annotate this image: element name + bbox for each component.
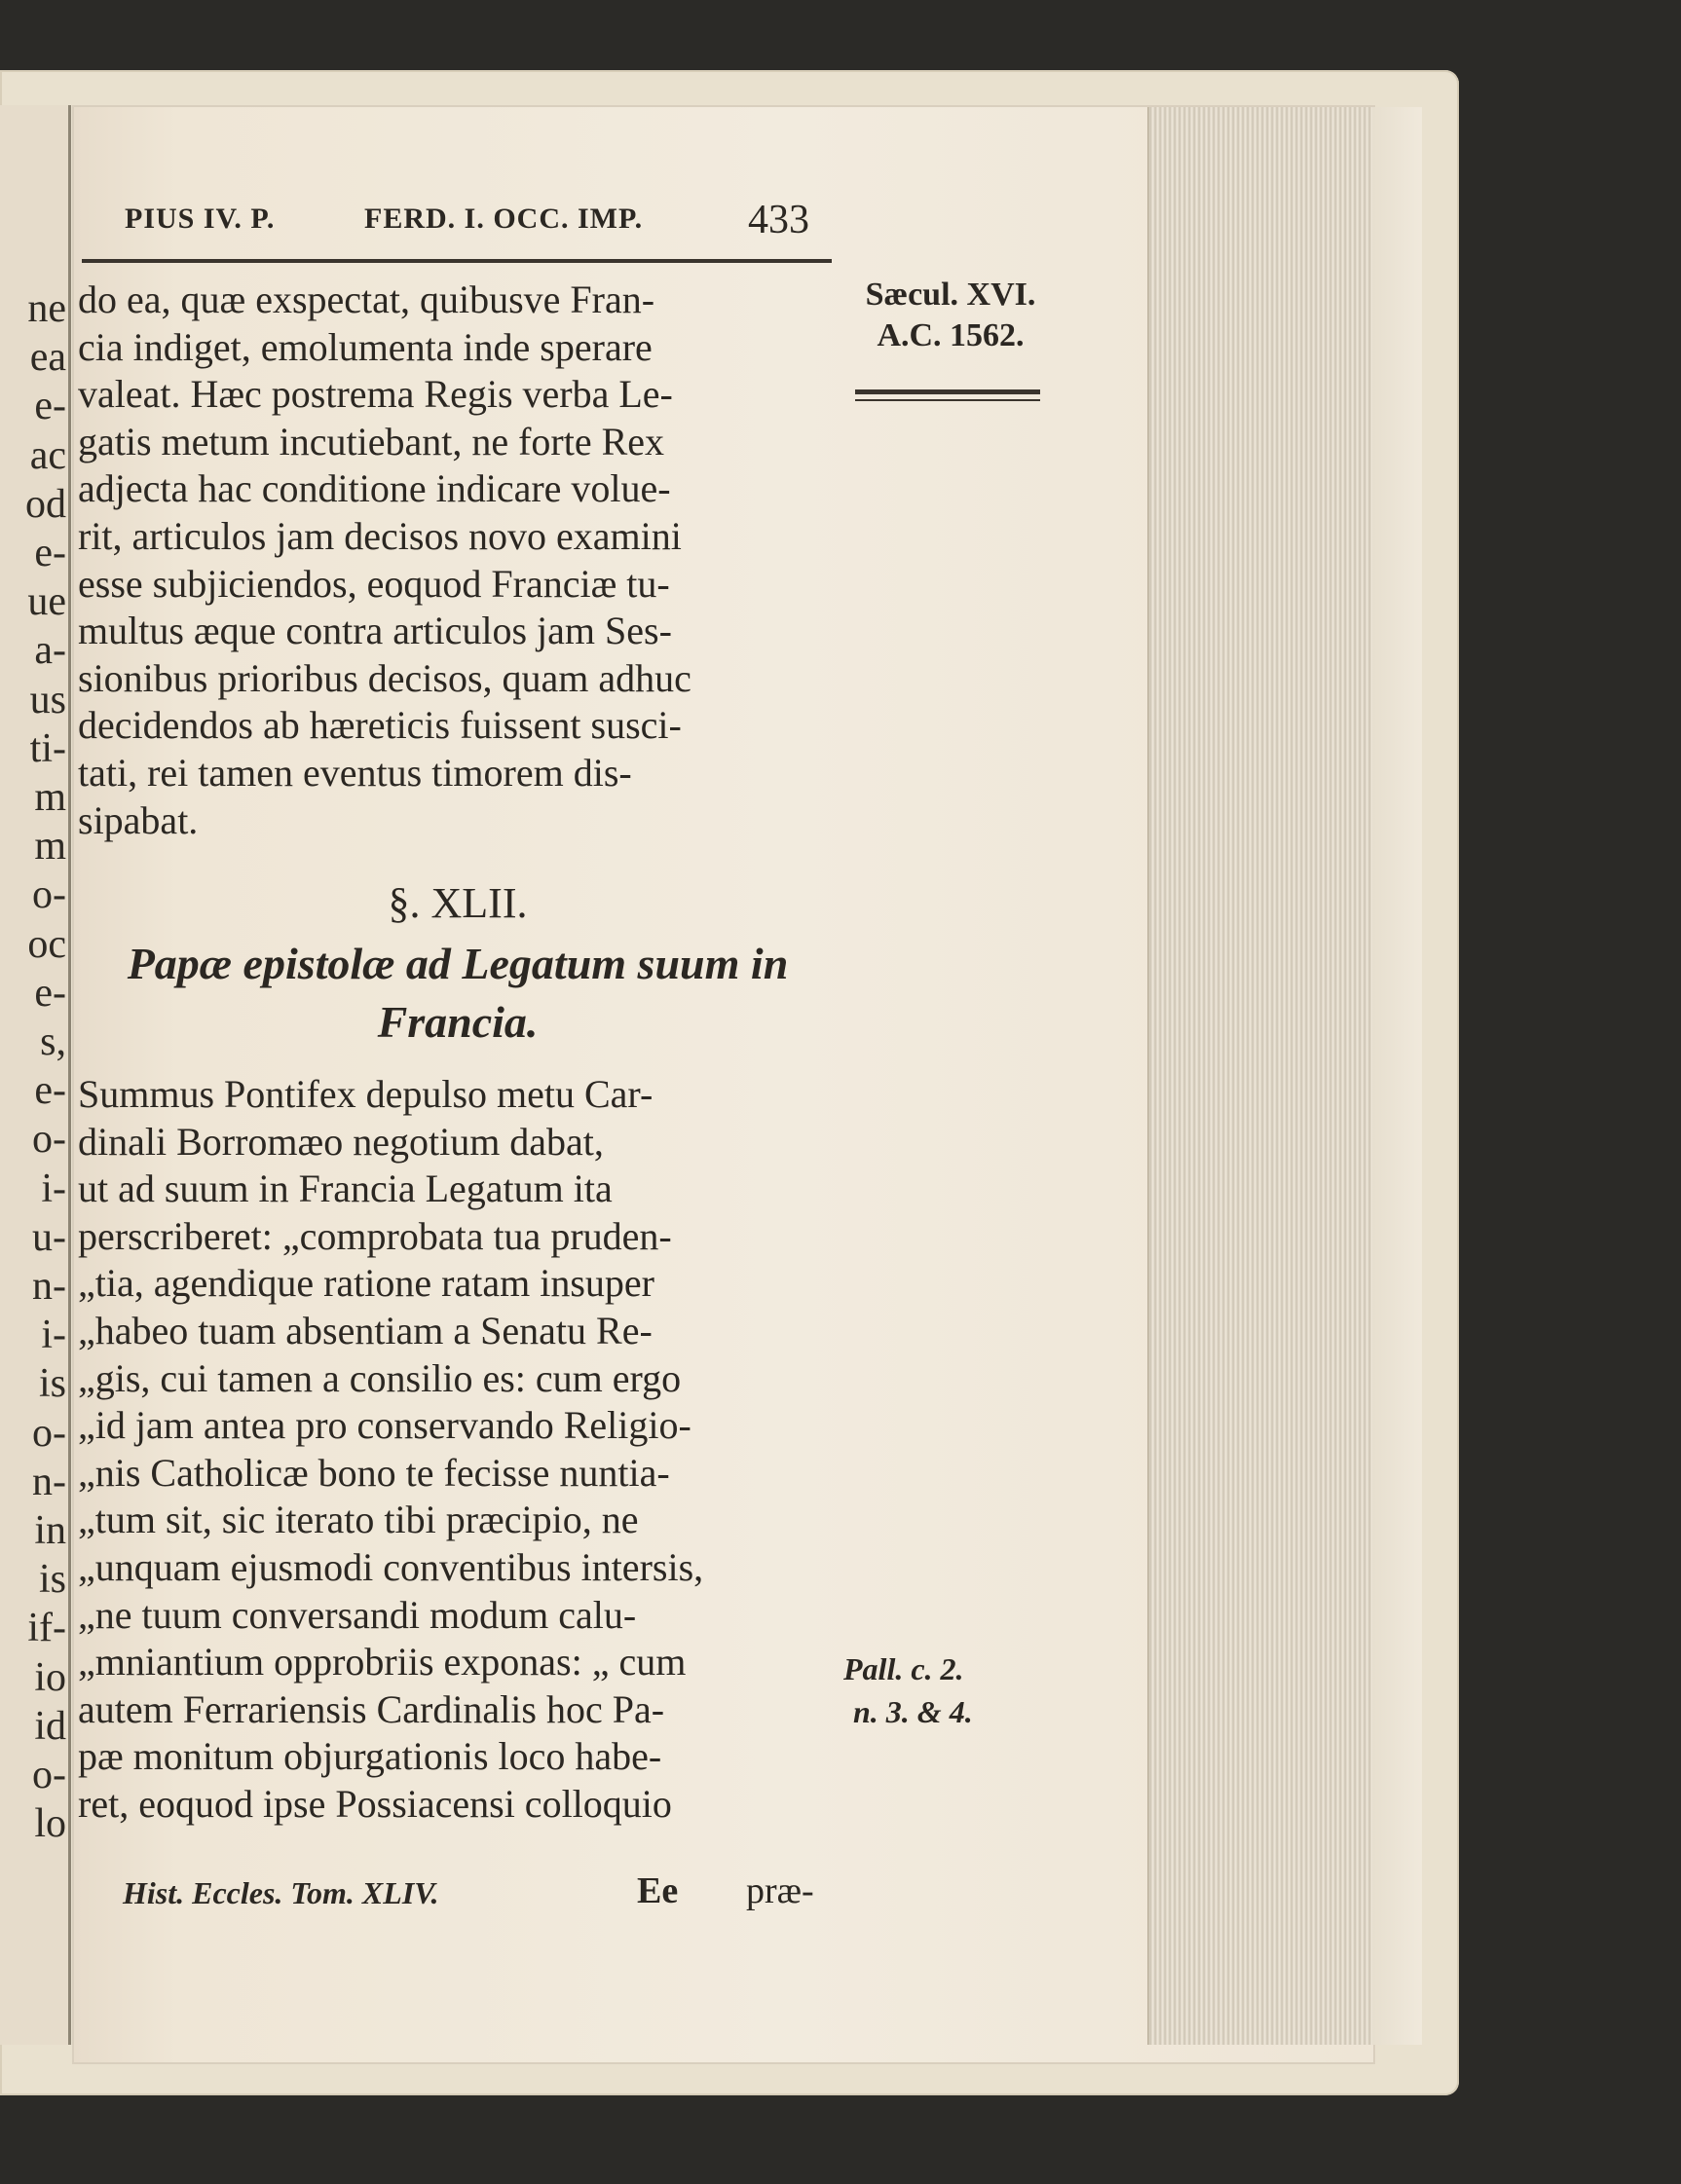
paragraph-2-line: „unquam ejusmodi conventibus intersis, xyxy=(78,1544,704,1589)
paragraph-1-line: valeat. Hæc postrema Regis verba Le- xyxy=(78,372,673,417)
left-page-fragment: n- xyxy=(32,1264,66,1309)
running-header xyxy=(125,198,834,255)
paragraph-1-line: sionibus prioribus decisos, quam adhuc xyxy=(78,655,691,700)
left-page-fragment: io xyxy=(34,1654,66,1700)
paragraph-2-line: ut ad suum in Francia Legatum ita xyxy=(78,1166,613,1211)
margin-year: A.C. 1562. xyxy=(877,317,1025,353)
margin-rule xyxy=(855,389,1040,394)
footer-signature-mark: Ee xyxy=(637,1870,679,1911)
paragraph-1 xyxy=(78,277,838,844)
left-page-fragment: if- xyxy=(27,1606,66,1651)
header-pope: PIUS IV. P. xyxy=(125,203,276,235)
paragraph-2-line: „tia, agendique ratione ratam insuper xyxy=(78,1261,654,1306)
paragraph-1-line: esse subjiciendos, eoquod Franciæ tu- xyxy=(78,561,670,606)
paragraph-2-line: „nis Catholicæ bono te fecisse nuntia- xyxy=(78,1450,670,1495)
paragraph-2-line: perscriberet: „comprobata tua pruden- xyxy=(78,1213,672,1258)
footer-catchword: præ- xyxy=(746,1870,814,1911)
left-page-fragment: u- xyxy=(32,1214,66,1260)
left-page-fragment: o- xyxy=(32,1753,66,1797)
cover-flap xyxy=(1373,107,1422,2045)
margin-century: Sæcul. XVI. xyxy=(865,277,1036,313)
section-title xyxy=(78,935,838,1052)
paragraph-2-line: „mniantium opprobriis exponas: „ cum xyxy=(78,1640,687,1684)
paragraph-1-line: do ea, quæ exspectat, quibusve Fran- xyxy=(78,278,655,321)
paragraph-1-line: decidendos ab hæreticis fuissent susci- xyxy=(78,703,682,748)
paragraph-2-line: dinali Borromæo negotium dabat, xyxy=(78,1119,604,1164)
left-page-fragment: o- xyxy=(32,1117,66,1163)
paragraph-2-line: „ne tuum conversandi modum calu- xyxy=(78,1592,637,1637)
left-page-edge xyxy=(0,105,71,2045)
section-title-line-1: Papæ epistolæ ad Legatum suum in xyxy=(127,939,789,988)
paragraph-2-line: „id jam antea pro conservando Religio- xyxy=(78,1403,691,1448)
margin-rule-thin xyxy=(855,399,1040,401)
left-page-fragment: ne xyxy=(27,286,66,331)
paragraph-1-line: gatis metum incutiebant, ne forte Rex xyxy=(78,419,665,463)
header-rule xyxy=(82,259,832,263)
page-edges xyxy=(1147,107,1381,2045)
left-page-fragment: m xyxy=(34,775,66,820)
paragraph-2-line: Summus Pontifex depulso metu Car- xyxy=(78,1072,654,1116)
footer-signature-line: Hist. Eccles. Tom. XLIV. xyxy=(123,1875,439,1910)
left-page-fragment: i- xyxy=(41,1313,66,1358)
left-page-fragment: us xyxy=(29,677,66,722)
left-page-fragment: ue xyxy=(27,579,66,625)
paragraph-2-line: „tum sit, sic iterato tibi præcipio, ne xyxy=(78,1498,639,1542)
left-page-fragment: e- xyxy=(34,1068,66,1114)
left-page-fragment: is xyxy=(38,1557,66,1603)
margin-note-date xyxy=(847,275,1054,356)
left-page-fragment: o- xyxy=(32,872,66,918)
left-page-fragment: ac xyxy=(29,432,66,478)
paragraph-1-line: rit, articulos jam decisos novo examini xyxy=(78,513,682,558)
left-page-fragment: e- xyxy=(34,384,66,429)
left-page-fragment: e- xyxy=(34,531,66,575)
left-page-fragment: o- xyxy=(32,1410,66,1456)
paragraph-2-line: „habeo tuam absentiam a Senatu Re- xyxy=(78,1308,653,1352)
header-emperor: FERD. I. OCC. IMP. xyxy=(364,203,644,235)
left-page-fragment: e- xyxy=(34,970,66,1016)
paragraph-1-line: multus æque contra articulos jam Ses- xyxy=(78,609,672,653)
left-page-fragment: id xyxy=(34,1703,66,1749)
paragraph-2-line: autem Ferrariensis Cardinalis hoc Pa- xyxy=(78,1686,665,1731)
paragraph-2-line: „gis, cui tamen a consilio es: cum ergo xyxy=(78,1355,682,1400)
paragraph-1-line: cia indiget, emolumenta inde sperare xyxy=(78,324,653,369)
left-page-fragment: i- xyxy=(41,1166,66,1211)
margin-ref-line-2: n. 3. & 4. xyxy=(853,1694,973,1729)
left-page-fragment: is xyxy=(38,1361,66,1407)
left-page-fragment: oc xyxy=(27,921,66,967)
paragraph-1-line: tati, rei tamen eventus timorem dis- xyxy=(78,750,632,795)
page-number: 433 xyxy=(748,198,809,242)
left-page-fragment: s, xyxy=(40,1019,66,1064)
paragraph-1-line: sipabat. xyxy=(78,797,199,842)
left-page-fragment: m xyxy=(34,824,66,870)
left-page-fragment: ti- xyxy=(29,725,66,771)
paragraph-2-line: pæ monitum objurgationis loco habe- xyxy=(78,1734,662,1779)
left-page-fragment: od xyxy=(25,481,66,527)
left-page-fragment: in xyxy=(34,1508,66,1553)
left-page-fragment: ea xyxy=(29,335,66,381)
paragraph-2-line: ret, eoquod ipse Possiacensi colloquio xyxy=(78,1781,672,1826)
paragraph-1-line: adjecta hac conditione indicare volue- xyxy=(78,466,671,511)
left-page-fragment: lo xyxy=(34,1801,66,1847)
paragraph-2 xyxy=(78,1071,838,1829)
section-number: §. XLII. xyxy=(388,879,528,927)
left-page-fragment: a- xyxy=(34,628,66,674)
section-title-line-2: Francia. xyxy=(377,997,539,1047)
margin-note-reference xyxy=(843,1647,1048,1733)
left-page-fragment: n- xyxy=(32,1459,66,1504)
margin-ref-line-1: Pall. c. 2. xyxy=(843,1651,964,1686)
